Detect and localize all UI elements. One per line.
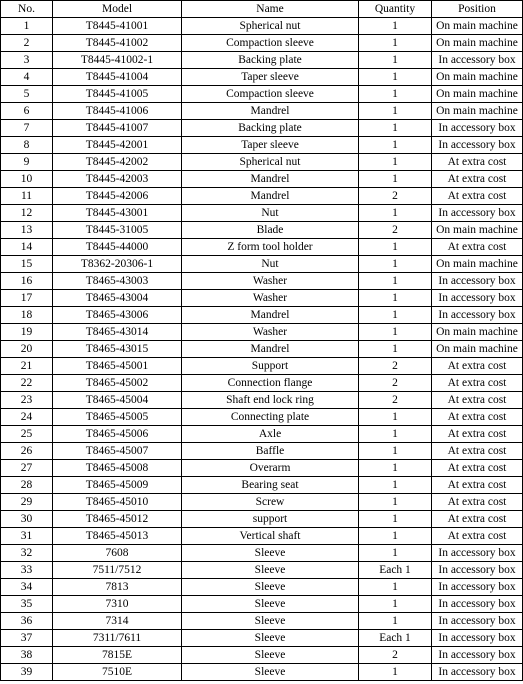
cell-quantity: 1 <box>359 52 432 69</box>
header-position: Position <box>432 1 523 18</box>
cell-position: In accessory box <box>432 664 523 681</box>
cell-no: 37 <box>1 630 53 647</box>
cell-model: T8465-43003 <box>53 273 182 290</box>
table-row <box>1 375 523 392</box>
cell-no: 8 <box>1 137 53 154</box>
cell-no: 16 <box>1 273 53 290</box>
cell-no: 35 <box>1 596 53 613</box>
table-row <box>1 392 523 409</box>
cell-position: In accessory box <box>432 562 523 579</box>
table-row <box>1 579 523 596</box>
cell-model: 7510E <box>53 664 182 681</box>
cell-model: T8445-41006 <box>53 103 182 120</box>
table-row <box>1 358 523 375</box>
cell-quantity: 1 <box>359 460 432 477</box>
cell-model: 7314 <box>53 613 182 630</box>
cell-no: 27 <box>1 460 53 477</box>
table-row <box>1 103 523 120</box>
cell-model: T8465-45010 <box>53 494 182 511</box>
cell-name: Sleeve <box>182 647 359 664</box>
cell-position: On main machine <box>432 222 523 239</box>
cell-no: 31 <box>1 528 53 545</box>
cell-position: In accessory box <box>432 579 523 596</box>
cell-model: T8445-41005 <box>53 86 182 103</box>
cell-position: At extra cost <box>432 154 523 171</box>
cell-quantity: 2 <box>359 647 432 664</box>
cell-model: T8445-43001 <box>53 205 182 222</box>
cell-no: 5 <box>1 86 53 103</box>
cell-model: T8465-43006 <box>53 307 182 324</box>
cell-name: Sleeve <box>182 664 359 681</box>
cell-no: 14 <box>1 239 53 256</box>
table-row <box>1 511 523 528</box>
cell-model: T8465-45008 <box>53 460 182 477</box>
cell-no: 7 <box>1 120 53 137</box>
cell-quantity: 1 <box>359 86 432 103</box>
cell-name: Mandrel <box>182 103 359 120</box>
table-row <box>1 443 523 460</box>
table-row <box>1 256 523 273</box>
cell-quantity: 1 <box>359 273 432 290</box>
cell-no: 15 <box>1 256 53 273</box>
cell-position: In accessory box <box>432 205 523 222</box>
cell-name: Sleeve <box>182 630 359 647</box>
cell-no: 34 <box>1 579 53 596</box>
cell-position: In accessory box <box>432 273 523 290</box>
cell-name: Taper sleeve <box>182 137 359 154</box>
cell-position: On main machine <box>432 324 523 341</box>
cell-position: In accessory box <box>432 613 523 630</box>
cell-position: In accessory box <box>432 307 523 324</box>
cell-no: 1 <box>1 18 53 35</box>
cell-quantity: 1 <box>359 35 432 52</box>
table-row <box>1 477 523 494</box>
cell-model: T8445-42002 <box>53 154 182 171</box>
cell-model: T8445-44000 <box>53 239 182 256</box>
cell-name: Washer <box>182 324 359 341</box>
cell-no: 20 <box>1 341 53 358</box>
table-row <box>1 647 523 664</box>
cell-quantity: 1 <box>359 579 432 596</box>
cell-position: At extra cost <box>432 171 523 188</box>
table-row <box>1 52 523 69</box>
cell-position: At extra cost <box>432 494 523 511</box>
table-row <box>1 341 523 358</box>
cell-quantity: 1 <box>359 307 432 324</box>
cell-quantity: Each 1 <box>359 562 432 579</box>
cell-name: Vertical shaft <box>182 528 359 545</box>
cell-name: Screw <box>182 494 359 511</box>
cell-position: At extra cost <box>432 358 523 375</box>
cell-no: 12 <box>1 205 53 222</box>
cell-no: 33 <box>1 562 53 579</box>
cell-no: 11 <box>1 188 53 205</box>
cell-model: T8465-45001 <box>53 358 182 375</box>
cell-model: T8465-45012 <box>53 511 182 528</box>
cell-no: 19 <box>1 324 53 341</box>
cell-no: 21 <box>1 358 53 375</box>
cell-model: T8465-43004 <box>53 290 182 307</box>
cell-model: 7311/7611 <box>53 630 182 647</box>
cell-name: Shaft end lock ring <box>182 392 359 409</box>
cell-quantity: 1 <box>359 409 432 426</box>
cell-no: 28 <box>1 477 53 494</box>
cell-position: At extra cost <box>432 409 523 426</box>
table-row <box>1 18 523 35</box>
cell-position: On main machine <box>432 341 523 358</box>
table-row <box>1 460 523 477</box>
cell-quantity: Each 1 <box>359 630 432 647</box>
cell-model: T8445-42001 <box>53 137 182 154</box>
cell-name: Taper sleeve <box>182 69 359 86</box>
cell-name: Mandrel <box>182 171 359 188</box>
table-row <box>1 188 523 205</box>
cell-model: T8445-41004 <box>53 69 182 86</box>
header-row <box>1 1 523 18</box>
table-row <box>1 86 523 103</box>
cell-position: In accessory box <box>432 647 523 664</box>
cell-position: At extra cost <box>432 460 523 477</box>
cell-no: 4 <box>1 69 53 86</box>
cell-no: 2 <box>1 35 53 52</box>
table-row <box>1 426 523 443</box>
cell-quantity: 1 <box>359 103 432 120</box>
cell-no: 30 <box>1 511 53 528</box>
cell-quantity: 2 <box>359 222 432 239</box>
cell-name: Axle <box>182 426 359 443</box>
cell-name: Sleeve <box>182 562 359 579</box>
cell-name: Baffle <box>182 443 359 460</box>
table-row <box>1 171 523 188</box>
cell-no: 38 <box>1 647 53 664</box>
header-quantity: Quantity <box>359 1 432 18</box>
cell-model: T8465-45006 <box>53 426 182 443</box>
cell-model: T8465-43015 <box>53 341 182 358</box>
cell-name: Mandrel <box>182 341 359 358</box>
cell-quantity: 1 <box>359 69 432 86</box>
cell-position: At extra cost <box>432 426 523 443</box>
cell-position: At extra cost <box>432 188 523 205</box>
cell-model: T8465-45002 <box>53 375 182 392</box>
cell-no: 13 <box>1 222 53 239</box>
cell-quantity: 2 <box>359 392 432 409</box>
cell-quantity: 1 <box>359 154 432 171</box>
cell-no: 36 <box>1 613 53 630</box>
cell-position: At extra cost <box>432 528 523 545</box>
cell-model: T8465-45007 <box>53 443 182 460</box>
cell-position: In accessory box <box>432 545 523 562</box>
cell-position: In accessory box <box>432 290 523 307</box>
cell-name: Sleeve <box>182 613 359 630</box>
cell-quantity: 1 <box>359 528 432 545</box>
cell-quantity: 2 <box>359 358 432 375</box>
cell-no: 6 <box>1 103 53 120</box>
cell-name: support <box>182 511 359 528</box>
table-row <box>1 528 523 545</box>
table-row <box>1 613 523 630</box>
cell-name: Compaction sleeve <box>182 35 359 52</box>
table-row <box>1 205 523 222</box>
cell-name: Sleeve <box>182 579 359 596</box>
cell-no: 26 <box>1 443 53 460</box>
cell-name: Spherical nut <box>182 18 359 35</box>
cell-model: T8465-45013 <box>53 528 182 545</box>
table-row <box>1 290 523 307</box>
cell-model: T8465-45004 <box>53 392 182 409</box>
cell-no: 3 <box>1 52 53 69</box>
cell-no: 24 <box>1 409 53 426</box>
cell-quantity: 1 <box>359 205 432 222</box>
cell-position: On main machine <box>432 18 523 35</box>
cell-position: At extra cost <box>432 443 523 460</box>
cell-quantity: 2 <box>359 375 432 392</box>
cell-quantity: 1 <box>359 511 432 528</box>
cell-name: Spherical nut <box>182 154 359 171</box>
table-row <box>1 222 523 239</box>
table-row <box>1 545 523 562</box>
cell-position: At extra cost <box>432 511 523 528</box>
cell-position: On main machine <box>432 35 523 52</box>
table-row <box>1 630 523 647</box>
cell-quantity: 1 <box>359 18 432 35</box>
cell-name: Compaction sleeve <box>182 86 359 103</box>
cell-quantity: 1 <box>359 239 432 256</box>
table-body <box>1 18 523 681</box>
cell-name: Mandrel <box>182 307 359 324</box>
cell-position: On main machine <box>432 103 523 120</box>
cell-quantity: 1 <box>359 324 432 341</box>
cell-no: 29 <box>1 494 53 511</box>
cell-quantity: 1 <box>359 596 432 613</box>
cell-model: T8445-41002-1 <box>53 52 182 69</box>
cell-position: On main machine <box>432 86 523 103</box>
cell-model: T8445-42006 <box>53 188 182 205</box>
cell-model: 7310 <box>53 596 182 613</box>
table-row <box>1 239 523 256</box>
cell-name: Nut <box>182 256 359 273</box>
cell-quantity: 1 <box>359 613 432 630</box>
cell-name: Washer <box>182 290 359 307</box>
table-row <box>1 35 523 52</box>
cell-model: 7815E <box>53 647 182 664</box>
cell-model: T8445-41007 <box>53 120 182 137</box>
header-name: Name <box>182 1 359 18</box>
cell-no: 32 <box>1 545 53 562</box>
cell-no: 9 <box>1 154 53 171</box>
cell-quantity: 1 <box>359 477 432 494</box>
cell-model: T8465-43014 <box>53 324 182 341</box>
cell-quantity: 1 <box>359 494 432 511</box>
table-row <box>1 664 523 681</box>
cell-quantity: 1 <box>359 426 432 443</box>
cell-position: At extra cost <box>432 477 523 494</box>
cell-name: Bearing seat <box>182 477 359 494</box>
table-row <box>1 137 523 154</box>
cell-position: In accessory box <box>432 137 523 154</box>
cell-model: T8445-41002 <box>53 35 182 52</box>
cell-name: Sleeve <box>182 596 359 613</box>
cell-model: T8445-31005 <box>53 222 182 239</box>
cell-model: T8465-45009 <box>53 477 182 494</box>
cell-quantity: 1 <box>359 545 432 562</box>
table-row <box>1 562 523 579</box>
cell-no: 10 <box>1 171 53 188</box>
cell-model: T8445-41001 <box>53 18 182 35</box>
cell-quantity: 1 <box>359 290 432 307</box>
cell-position: In accessory box <box>432 630 523 647</box>
table-row <box>1 307 523 324</box>
table-row <box>1 596 523 613</box>
table-row <box>1 154 523 171</box>
cell-name: Overarm <box>182 460 359 477</box>
cell-position: In accessory box <box>432 596 523 613</box>
table-row <box>1 324 523 341</box>
cell-quantity: 1 <box>359 664 432 681</box>
cell-name: Backing plate <box>182 120 359 137</box>
table-row <box>1 409 523 426</box>
cell-model: T8465-45005 <box>53 409 182 426</box>
cell-name: Connecting plate <box>182 409 359 426</box>
cell-name: Z form tool holder <box>182 239 359 256</box>
cell-quantity: 1 <box>359 171 432 188</box>
header-no: No. <box>1 1 53 18</box>
cell-model: 7608 <box>53 545 182 562</box>
cell-quantity: 2 <box>359 188 432 205</box>
cell-name: Washer <box>182 273 359 290</box>
cell-position: On main machine <box>432 69 523 86</box>
cell-position: In accessory box <box>432 120 523 137</box>
cell-name: Backing plate <box>182 52 359 69</box>
cell-name: Connection flange <box>182 375 359 392</box>
cell-no: 23 <box>1 392 53 409</box>
cell-no: 22 <box>1 375 53 392</box>
table-row <box>1 69 523 86</box>
cell-position: On main machine <box>432 256 523 273</box>
cell-no: 25 <box>1 426 53 443</box>
cell-no: 18 <box>1 307 53 324</box>
cell-quantity: 1 <box>359 443 432 460</box>
cell-quantity: 1 <box>359 137 432 154</box>
cell-quantity: 1 <box>359 256 432 273</box>
cell-model: 7813 <box>53 579 182 596</box>
header-model: Model <box>53 1 182 18</box>
cell-name: Nut <box>182 205 359 222</box>
cell-quantity: 1 <box>359 341 432 358</box>
cell-position: At extra cost <box>432 239 523 256</box>
cell-model: T8362-20306-1 <box>53 256 182 273</box>
table-row <box>1 120 523 137</box>
cell-quantity: 1 <box>359 120 432 137</box>
cell-position: At extra cost <box>432 375 523 392</box>
cell-name: Mandrel <box>182 188 359 205</box>
cell-name: Sleeve <box>182 545 359 562</box>
cell-name: Blade <box>182 222 359 239</box>
cell-model: T8445-42003 <box>53 171 182 188</box>
table-row <box>1 273 523 290</box>
cell-name: Support <box>182 358 359 375</box>
cell-no: 39 <box>1 664 53 681</box>
table-row <box>1 494 523 511</box>
cell-no: 17 <box>1 290 53 307</box>
cell-position: In accessory box <box>432 52 523 69</box>
cell-model: 7511/7512 <box>53 562 182 579</box>
cell-position: At extra cost <box>432 392 523 409</box>
